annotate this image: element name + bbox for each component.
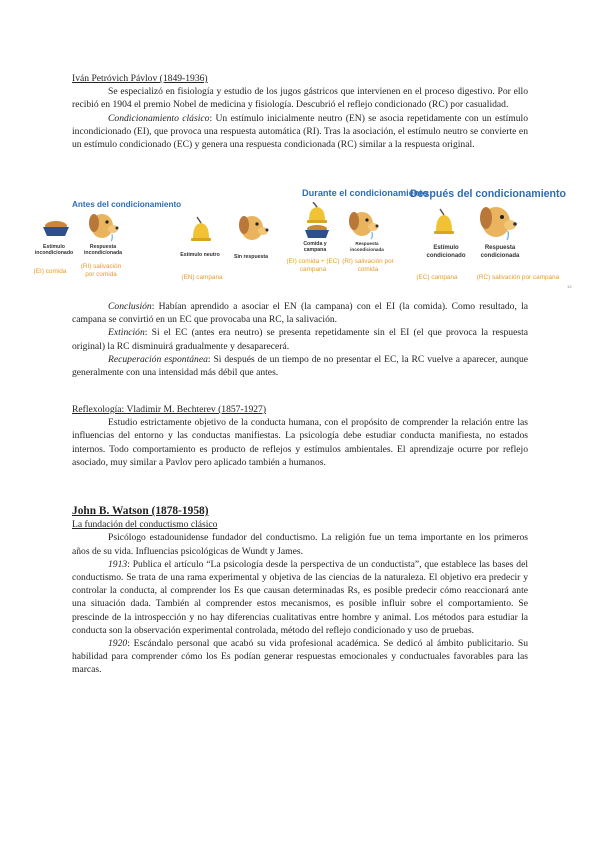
bechterev-text: Estudio estrictamente objetivo de la conducta humana, con el propósito de comprender la relación entre las influencias del entorno y las conductas manifiestas. La psicología debe estudiar conducta manifiesta, no estados internos. Todo comportamiento es producto de reflejos y estímulos ambientales. El aprendizaje ocurre por reflejo asociado, muy similar a Pavlov pero aplicado también a humanos.	[72, 417, 528, 468]
food-bowl-icon	[40, 216, 72, 238]
watson-heading: John B. Watson (1878-1958)	[72, 505, 209, 517]
dog-conditioned-icon	[475, 202, 519, 242]
conditioning-figure	[30, 188, 575, 290]
orange-ei-comida: (EI) comida	[33, 268, 67, 275]
pavlov-cond-paragraph	[72, 112, 528, 152]
figure-title-after: Después del condicionamiento	[410, 188, 566, 200]
dog-salivating-icon	[85, 210, 121, 242]
orange-rc-salivacion: (RC) salivación por campana	[476, 274, 560, 281]
extincion-text: : Si el EC (antes era neutro) se presenta repetidamente sin el EI (el que provoca la respuesta original) la RC disminuirá gradualmente y desaparecerá.	[72, 327, 528, 352]
watson-p3	[72, 637, 528, 677]
extincion-label: Extinción	[108, 327, 145, 339]
dog-neutral-icon	[235, 212, 271, 244]
dog-salivating-during-icon	[345, 208, 381, 240]
watson-p1: Psicólogo estadounidense fundador del conductismo. La religión fue un tema importante en los primeros años de su vida. Influencias psicológicas de Wundt y James.	[72, 532, 528, 557]
label-respuesta-condicionada: Respuesta condicionada	[480, 245, 520, 259]
watson-1913-text: : Publica el artículo “La psicología desde la perspectiva de un conductista”, que establece las bases del conductismo. Se trata de una rama experimental y objetiva de las ciencias de la naturaleza. El objetivo era predecir y controlar la conducta, al comprender los Es que causan determinadas Rs, es posible predecir cómo reaccionará ante una situación dada. También al comprender estos mecanismos, es posible influir sobre el comportamiento. Se prescinde de la introspección y no hay diferencias cualitativas entre hombre y animal. Los métodos para estudiar la conducta son la observación experimental controlada, método del reflejo condicionado y uso de pruebas.	[72, 558, 528, 636]
bell-and-food-icon	[300, 202, 334, 240]
bechterev-heading: Reflexología: Vladimir M. Bechterev (1857-1927)	[72, 404, 267, 415]
cond-text: : Un estímulo inicialmente neutro (EN) se asocia repetidamente con un estímulo incondicionado (EI), que provoca una respuesta automática (RI). Tras la asociación, el estímulo neutro se convierte en un estímulo condicionado (EC) y genera una respuesta condicionada (RC) similar a la respuesta original.	[72, 112, 528, 151]
label-respuesta-incondicionada: Respuesta incondicionada	[83, 244, 123, 256]
recuperacion-label: Recuperación espontánea	[108, 353, 208, 365]
pavlov-section	[72, 72, 528, 151]
watson-1920-label: 1920	[108, 638, 128, 650]
watson-p2	[72, 558, 528, 637]
label-comida-y-campana: Comida y campana	[303, 241, 327, 253]
orange-ri-salivacion: (RI) salivación por comida	[80, 263, 122, 278]
orange-en-campana: (EN) campana	[181, 274, 223, 281]
label-estimulo-incondicionado: Estímulo incondicionado	[34, 244, 74, 256]
bell-icon	[188, 216, 214, 246]
watson-subheading: La fundación del conductismo clásico	[72, 519, 218, 531]
orange-during-response: (RI) salivación por comida	[342, 258, 394, 273]
label-estimulo-neutro: Estímulo neutro	[180, 252, 220, 258]
conclusion-label: Conclusión	[108, 301, 152, 312]
conclusion-text: : Habían aprendido a asociar el EN (la campana) con el EI (la comida). Como resultado, la campana se convirtió en un EC que provocaba una RC, la salivación.	[72, 301, 528, 326]
pavlov-continued	[72, 300, 528, 379]
conclusion-paragraph	[72, 300, 528, 326]
label-estimulo-condicionado: Estímulo condicionado	[426, 245, 466, 259]
figure-page-mark: 13	[567, 284, 572, 289]
cond-label: Condicionamiento clásico	[108, 112, 210, 124]
orange-ec-campana: (EC) campana	[416, 274, 458, 281]
watson-1920-text: : Escándalo personal que acabó su vida profesional académica. Se dedicó al ámbito publicitario. Su habilidad para comprender cómo los Es podían generar respuestas emocionales y conductuales favorables para las marcas.	[72, 638, 528, 676]
watson-section	[72, 505, 528, 677]
label-respuesta-incondicionada-2: Respuesta incondicionada	[350, 241, 384, 252]
orange-during-stimuli: (EI) comida + (EC) campana	[286, 258, 340, 273]
bell-after-icon	[430, 208, 458, 240]
pavlov-heading: Iván Petróvich Pávlov (1849-1936)	[72, 73, 208, 84]
bechterev-section	[72, 403, 528, 469]
recuperacion-paragraph	[72, 353, 528, 379]
label-sin-respuesta: Sin respuesta	[233, 254, 269, 260]
watson-1913-label: 1913	[108, 558, 128, 570]
pavlov-intro: Se especializó en fisiología y estudio de los jugos gástricos que intervienen en el proceso digestivo. Por ello recibió en 1904 el premio Nobel de medicina y fisiología. Descubrió el reflejo condicionado (RC) por casualidad.	[72, 86, 528, 111]
figure-title-before: Antes del condicionamiento	[72, 200, 182, 209]
figure-title-during: Durante el condicionamiento	[302, 188, 429, 198]
extincion-paragraph	[72, 326, 528, 352]
recuperacion-text: : Si después de un tiempo de no presentar el EC, la RC vuelve a aparecer, aunque generalmente con una intensidad más débil que antes.	[72, 353, 528, 379]
